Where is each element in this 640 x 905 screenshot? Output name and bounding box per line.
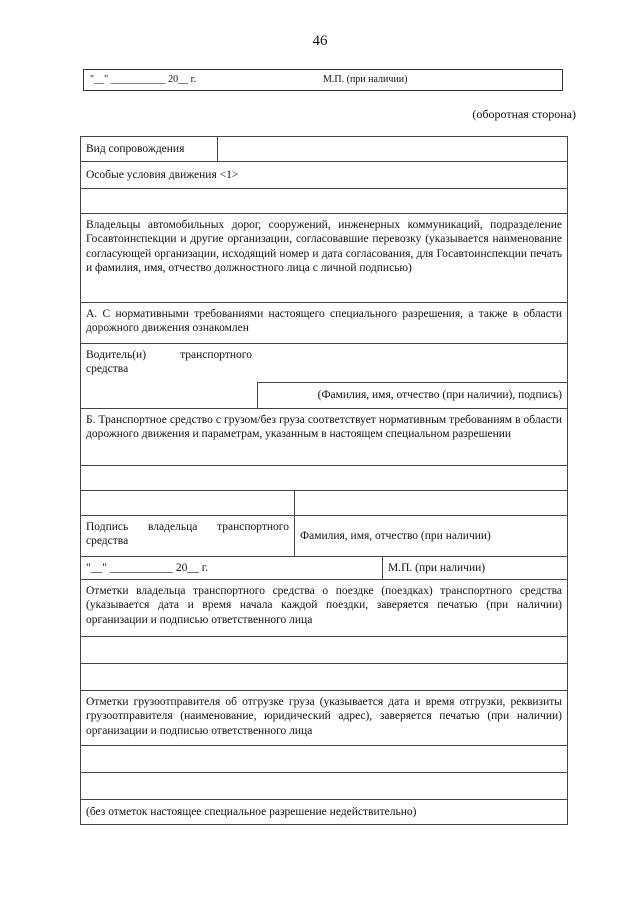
blank-row bbox=[81, 664, 568, 691]
escort-type-value[interactable] bbox=[218, 137, 568, 161]
invalid-note-row bbox=[81, 800, 568, 825]
owner-name-field[interactable] bbox=[295, 491, 568, 516]
date-line: "__" ___________ 20__ г. bbox=[86, 562, 209, 574]
blank-field[interactable] bbox=[81, 466, 568, 491]
header-date: "__" ___________ 20__ г. bbox=[90, 74, 197, 85]
section-b-row bbox=[81, 409, 568, 466]
invalid-note: (без отметок настоящее специальное разрешение недействительно) bbox=[81, 800, 568, 825]
date-stamp-row bbox=[81, 557, 568, 580]
owners-agreed-row bbox=[81, 214, 568, 303]
blank-field[interactable] bbox=[81, 189, 568, 214]
blank-field[interactable] bbox=[81, 773, 568, 800]
shipper-marks-row bbox=[81, 691, 568, 746]
blank-row bbox=[81, 637, 568, 664]
stamp-line: М.П. (при наличии) bbox=[383, 557, 568, 579]
owner-signature-row bbox=[81, 491, 568, 557]
trip-marks-text: Отметки владельца транспортного средства о поездке (поездках) транспортного средства (указывается дата и время начала каждой поездки, заверяется печатью (при наличии) организации и подписью ответственного лица bbox=[81, 580, 568, 637]
blank-row bbox=[81, 466, 568, 491]
reverse-side-label: (оборотная сторона) bbox=[472, 107, 576, 121]
blank-row bbox=[81, 746, 568, 773]
section-a-row bbox=[81, 303, 568, 344]
header-stamp-box bbox=[83, 69, 563, 91]
special-conditions-row bbox=[81, 162, 568, 189]
special-conditions-label: Особые условия движения <1> bbox=[81, 162, 568, 189]
blank-row bbox=[81, 773, 568, 800]
blank-row bbox=[81, 189, 568, 214]
driver-label: Водитель(и) транспортного средства bbox=[86, 349, 252, 376]
driver-sign-caption: (Фамилия, имя, отчество (при наличии), подпись) bbox=[257, 382, 567, 408]
page-number: 46 bbox=[312, 33, 328, 49]
permit-form-table bbox=[80, 136, 568, 825]
header-stamp: М.П. (при наличии) bbox=[323, 74, 408, 85]
trip-marks-row bbox=[81, 580, 568, 637]
escort-row bbox=[81, 137, 568, 162]
blank-field[interactable] bbox=[81, 637, 568, 664]
driver-row bbox=[81, 344, 568, 409]
driver-value[interactable] bbox=[257, 344, 567, 382]
section-a-text: А. С нормативными требованиями настоящего специального разрешения, а также в области дорожного движения ознакомлен bbox=[81, 303, 568, 344]
escort-type-label: Вид сопровождения bbox=[86, 143, 185, 155]
owners-agreed-text: Владельцы автомобильных дорог, сооружений, инженерных коммуникаций, подразделение Госавтоинспекции и другие организации, согласовавшие перевозку (указывается наименование согласующей организации, исходящий номер и дата согласования, для Госавтоинспекции печать и фамилия, имя, отчество должностного лица с личной подписью) bbox=[81, 214, 568, 303]
owner-signature-field[interactable] bbox=[81, 491, 295, 516]
section-b-text: Б. Транспортное средство с грузом/без груза соответствует нормативным требованиям в области дорожного движения и параметрам, указанным в настоящем специальном разрешении bbox=[81, 409, 568, 466]
owner-name-label: Фамилия, имя, отчество (при наличии) bbox=[295, 516, 568, 557]
blank-field[interactable] bbox=[81, 664, 568, 691]
owner-signature-label: Подпись владельца транспортного средства bbox=[81, 516, 295, 557]
blank-field[interactable] bbox=[81, 746, 568, 773]
shipper-marks-text: Отметки грузоотправителя об отгрузке груза (указывается дата и время отгрузки, реквизиты грузоотправителя (наименование, юридический адрес), заверяется печатью (при наличии) организации и подписью ответственного лица bbox=[81, 691, 568, 746]
